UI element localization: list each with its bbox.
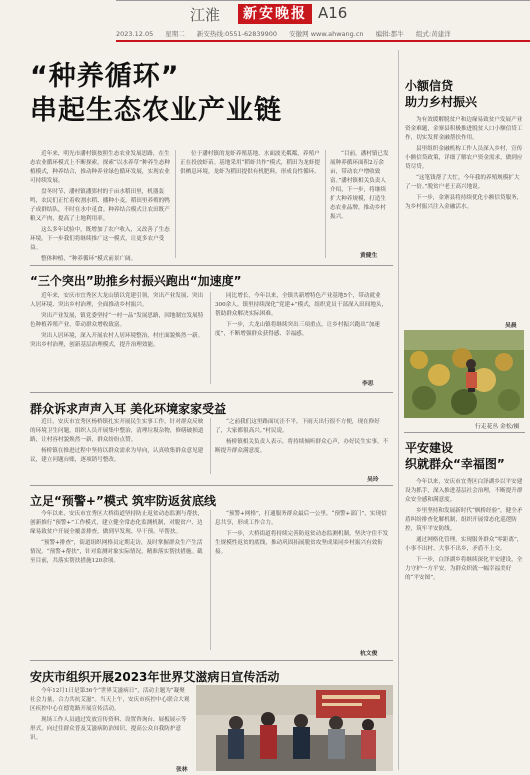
article4-body-right xyxy=(215,510,390,650)
section-rule xyxy=(30,660,393,661)
column-divider xyxy=(210,418,211,474)
side1-para: “这笔钱帮了大忙，今年我的养殖规模扩大了一倍。”脱贫户老王高兴地说。 xyxy=(405,175,520,190)
side1-byline: 吴晨 xyxy=(505,323,517,329)
masthead xyxy=(116,4,530,26)
header-top-rule xyxy=(116,0,530,1)
headline-line1: “种养循环” xyxy=(30,61,180,92)
article5-para: 今年12月1日是第36个“世界艾滋病日”，活动主题为“凝聚社会力量，合力共抗艾滋”。当天上午，安庆市疾控中心联合大观区疾控中心在德宽路开展宣传活动。 xyxy=(30,688,190,712)
article2-para: 同比增长，今年以来，全镇共新增特色产业基地5个，带动就业300余人。镇里持续深化“党建+”模式，组织党员干部深入田间地头，帮助群众解决实际困难。 xyxy=(215,293,388,317)
page-number: A16 xyxy=(318,4,348,22)
side1-body xyxy=(405,116,525,322)
side2-body xyxy=(405,478,525,770)
article1-para: 盘冬时节，潘村镇潘郢村的千亩水稻田里，机器轰鸣，农民们正忙着收割水稻、播种小麦。稻田里养殖的鸭子成群结队，不时在水中觅食。种养结合模式让农田既产粮又产肉，提高了土地利用率。 xyxy=(30,189,170,222)
article2-para: 下一步，大龙山镇将继续突出三项重点，让乡村振兴跑出“加速度”，不断增强群众获得感、幸福感。 xyxy=(215,322,380,337)
meta-date: 2023.12.05 xyxy=(116,30,154,38)
side2-title xyxy=(405,440,505,472)
region-label: 江淮 xyxy=(190,6,221,24)
article5-para: 现场工作人员通过发放宣传资料、设置咨询台、展板展示等形式，向过往群众普及艾滋病防治知识，提高公众自我防护意识。 xyxy=(30,717,187,741)
section-rule xyxy=(30,485,393,486)
article4-title: 立足“预警+”模式 筑牢防返贫底线 xyxy=(30,494,217,508)
right-column-divider xyxy=(398,50,399,770)
article2-byline: 李思 xyxy=(362,381,374,387)
side1-title-line1: 小额信贷 xyxy=(405,79,454,93)
flower-photo-image xyxy=(404,330,524,418)
article2-para: 近年来，安庆市宜秀区大龙山镇以党建引领，突出产业发展、突出人居环境、突出乡村治理，全面推动乡村振兴。 xyxy=(30,293,204,308)
article1-para: 近年来，明光市潘村镇按照生态农业发展思路，在生态农业循环模式上不断探索，探索“以水养草”种养生态种植模式，种养结合，推动种养业绿色循环发展，实现农业可持续发展。 xyxy=(30,151,170,184)
article4-byline: 杭文俊 xyxy=(360,651,378,657)
masthead-rule xyxy=(116,40,530,42)
article3-para: 杨桥镇相关负责人表示，将持续倾听群众心声，办好民生实事，不断提升群众满意度。 xyxy=(215,439,389,454)
side2-para: 乡里坚持和发展新时代“枫桥经验”，健全矛盾纠纷排查化解机制，组织开展常态化巡逻防控，筑牢平安防线。 xyxy=(405,508,523,532)
event-photo-image xyxy=(196,685,393,771)
article5-byline: 张林 xyxy=(176,767,188,773)
side2-title-line1: 平安建设 xyxy=(405,441,454,455)
column-divider xyxy=(325,150,326,258)
article1-para: 位于潘村镇的龙虾养殖基地，水面波光粼粼，养殖户正在投放虾苗。基地采用“稻虾共作”模式，稻田为龙虾提供栖息环境，龙虾为稻田提供有机肥料，形成良性循环。 xyxy=(180,151,320,175)
meta-hotline: 新安热线:0551-62839900 xyxy=(196,30,278,38)
article1-body-right xyxy=(330,150,390,258)
event-photo xyxy=(196,685,393,771)
section-rule xyxy=(30,392,393,393)
article5-title: 安庆市组织开展2023年世界艾滋病日宣传活动 xyxy=(30,670,280,684)
section-rule xyxy=(404,432,525,433)
article3-para: 杨桥镇在推进过程中坚持以群众需求为导向，认真收集群众意见建议，建立问题台账，逐项销号整改。 xyxy=(30,448,204,463)
article3-body-right xyxy=(215,418,390,474)
article2-body-right xyxy=(215,292,390,384)
article3-title: 群众诉求声声入耳 美化环境家家受益 xyxy=(30,402,227,416)
side1-title-line2: 助力乡村振兴 xyxy=(405,95,478,109)
side2-title-line2: 织就群众“幸福图” xyxy=(405,457,505,471)
article4-para: 今年以来，安庆市宜秀区大桥街道坚持防止返贫动态监测与帮扶，创新推行“预警+”工作模式，建立健全常态化监测机制，对脱贫户、边缘易致贫户开展全覆盖排查，做到早发现、早干预、早帮扶。 xyxy=(30,511,204,535)
article1-byline: 黄健生 xyxy=(360,253,378,259)
article1-para: 整体种植，“种养循环”模式前景广阔。 xyxy=(41,256,137,262)
column-divider xyxy=(210,510,211,650)
masthead-meta xyxy=(116,29,530,39)
article1-body-left xyxy=(30,150,170,262)
article2-body-left xyxy=(30,292,205,384)
article4-para: 下一步，大桥街道将持续完善防返贫动态监测机制，坚决守住不发生规模性返贫的底线，推动巩固拓展脱贫攻坚成果同乡村振兴有效衔接。 xyxy=(215,531,389,555)
article2-para: 突出人居环境，深入开展农村人居环境整治，村庄面貌焕然一新。突出乡村治理，创新基层治理模式，提升治理效能。 xyxy=(30,333,204,348)
side2-para: 通过网格化管理，实现服务群众“零距离”，小事不出村、大事不出乡，矛盾不上交。 xyxy=(405,537,523,552)
article2-title: “三个突出”助推乡村振兴跑出“加速度” xyxy=(30,274,242,288)
side1-title xyxy=(405,78,477,110)
side1-para: 为有效缓解脱贫户和边缘易致贫户发展产业资金难题，金寨县积极推进脱贫人口小额信贷工作，切实发挥金融帮扶作用。 xyxy=(405,117,523,141)
side2-para: 下一步，白泽湖乡将继续深化平安建设，全力守护一方平安，为群众织就一幅幸福美好的“平安图”。 xyxy=(405,557,523,581)
meta-website: 安徽网 www.ahwang.cn xyxy=(289,30,364,38)
article1-para: “目前，潘村镇已发展种养循环面积2万余亩，带动农户增收致富。”潘村镇相关负责人介绍，下一步，将继续扩大种养规模，打造生态农业品牌，推动乡村振兴。 xyxy=(330,151,389,220)
flower-photo-caption: 行走花丛 金松/摄 xyxy=(475,424,520,430)
article4-body-left xyxy=(30,510,205,650)
paper-logo: 新安晚报 xyxy=(238,4,312,24)
meta-layout: 组式:黄建洋 xyxy=(415,30,451,38)
section-rule xyxy=(30,265,393,266)
article1-body-mid xyxy=(180,150,320,258)
side1-para: 下一步，金寨县将持续优化小额信贷服务，为乡村振兴注入金融活水。 xyxy=(405,195,523,210)
article4-para: “预警+网格”，打通服务群众最后一公里。“预警+部门”，实现信息共享，形成工作合力。 xyxy=(215,511,387,526)
article3-para: 近日，安庆市宜秀区杨桥镇扎实开展民生实事工作，针对群众反映的环境卫生问题，组织人员开展集中整治，清理垃圾杂物，修缮破损道路，让村容村貌焕然一新，群众纷纷点赞。 xyxy=(30,419,204,443)
article1-para: 这么多年试验中，既增加了农户收入，又改善了生态环境。下一步我们将继续推广这一模式，让更多农户受益。 xyxy=(30,227,170,251)
meta-weekday: 星期二 xyxy=(165,30,185,38)
column-divider xyxy=(210,292,211,384)
article3-body-left xyxy=(30,418,205,474)
flower-photo xyxy=(404,330,524,418)
headline-line2: 串起生态农业产业链 xyxy=(30,95,282,126)
article2-para: 突出产业发展，镇党委坚持“一村一品”发展思路，因地制宜发展特色种植养殖产业，带动群众增收致富。 xyxy=(30,313,204,328)
side2-para: 今年以来，安庆市宜秀区白泽湖乡以平安建设为抓手，深入推进基层社会治理，不断提升群众安全感和满意度。 xyxy=(405,479,523,503)
article4-para: “预警+排查”，街道组织网格员定期走访，及时掌握群众生产生活情况。“预警+帮扶”，针对监测对象实际情况，精准落实帮扶措施。截至目前，共落实帮扶措施120余项。 xyxy=(30,540,203,564)
column-divider xyxy=(175,150,176,258)
article3-para: “之前我们这里路面坑洼不平，下雨天出行很不方便，现在修好了，大家都很高兴。”村民说。 xyxy=(215,419,380,434)
article5-body xyxy=(30,687,190,769)
article3-byline: 吴玲 xyxy=(367,477,379,483)
side1-para: 县里组织金融机构工作人员深入乡村，宣传小额信贷政策，详细了解农户资金需求，做到应贷尽贷。 xyxy=(405,146,523,170)
meta-editor: 编辑:都牛 xyxy=(375,30,404,38)
main-headline xyxy=(30,60,282,128)
